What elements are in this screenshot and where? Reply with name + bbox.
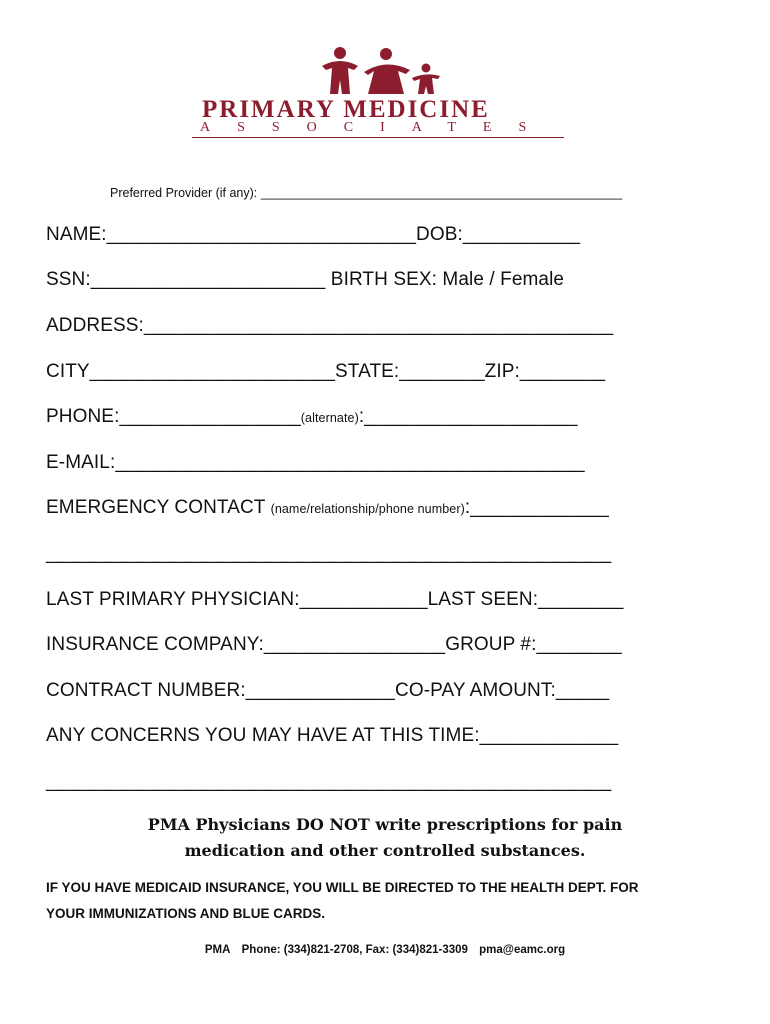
logo-title: PRIMARY MEDICINE [202,96,490,123]
address-field[interactable]: ADDRESS:____________________________________________ [46,315,614,336]
preferred-provider-field[interactable]: Preferred Provider (if any): ____________________________________________________ [110,186,623,200]
prescription-notice-line1: PMA Physicians DO NOT write prescriptions for pain [147,815,623,834]
footer-contact [0,944,770,956]
logo [190,44,570,140]
city-state-zip-field[interactable]: CITY_______________________STATE:________ZIP:________ [46,361,606,382]
contract-copay-field[interactable]: CONTRACT NUMBER:______________CO-PAY AMOUNT:_____ [46,680,610,701]
phone-alternate-label: (alternate) [300,411,359,425]
logo-subtitle: ASSOCIATES [200,120,554,135]
last-physician-field[interactable]: LAST PRIMARY PHYSICIAN:____________LAST SEEN:________ [46,589,624,610]
logo-divider [192,137,564,138]
footer-phone: Phone: (334)821-2708, Fax: (334)821-3309 [241,944,468,956]
email-field[interactable]: E-MAIL:____________________________________________ [46,452,585,473]
family-figures-icon [300,44,460,100]
phone-label: PHONE:_________________ [46,406,301,427]
emergency-contact-line[interactable]: :_____________ [464,497,609,518]
emergency-contact-label: EMERGENCY CONTACT [46,497,271,518]
emergency-contact-line2[interactable]: _____________________________________________________ [46,543,612,564]
insurance-group-field[interactable]: INSURANCE COMPANY:_________________GROUP #:________ [46,634,622,655]
prescription-notice-line2: medication and other controlled substances. [184,841,586,860]
medicaid-notice-line2: YOUR IMMUNIZATIONS AND BLUE CARDS. [46,906,325,921]
emergency-contact-hint: (name/relationship/phone number) [270,502,465,516]
ssn-birth-sex-field[interactable]: SSN:______________________ BIRTH SEX: Male / Female [46,269,565,290]
concerns-line2[interactable]: _____________________________________________________ [46,771,612,792]
phone-alternate-line[interactable]: :____________________ [358,406,578,427]
emergency-contact-field[interactable] [46,497,609,519]
medicaid-notice-line1: IF YOU HAVE MEDICAID INSURANCE, YOU WILL BE DIRECTED TO THE HEALTH DEPT. FOR [46,880,639,895]
phone-field[interactable] [46,406,578,428]
name-dob-field[interactable]: NAME:_____________________________DOB:___________ [46,224,581,245]
footer-org: PMA [204,944,231,956]
concerns-field[interactable]: ANY CONCERNS YOU MAY HAVE AT THIS TIME:_____________ [46,725,619,746]
footer-email[interactable]: pma@eamc.org [479,944,566,956]
